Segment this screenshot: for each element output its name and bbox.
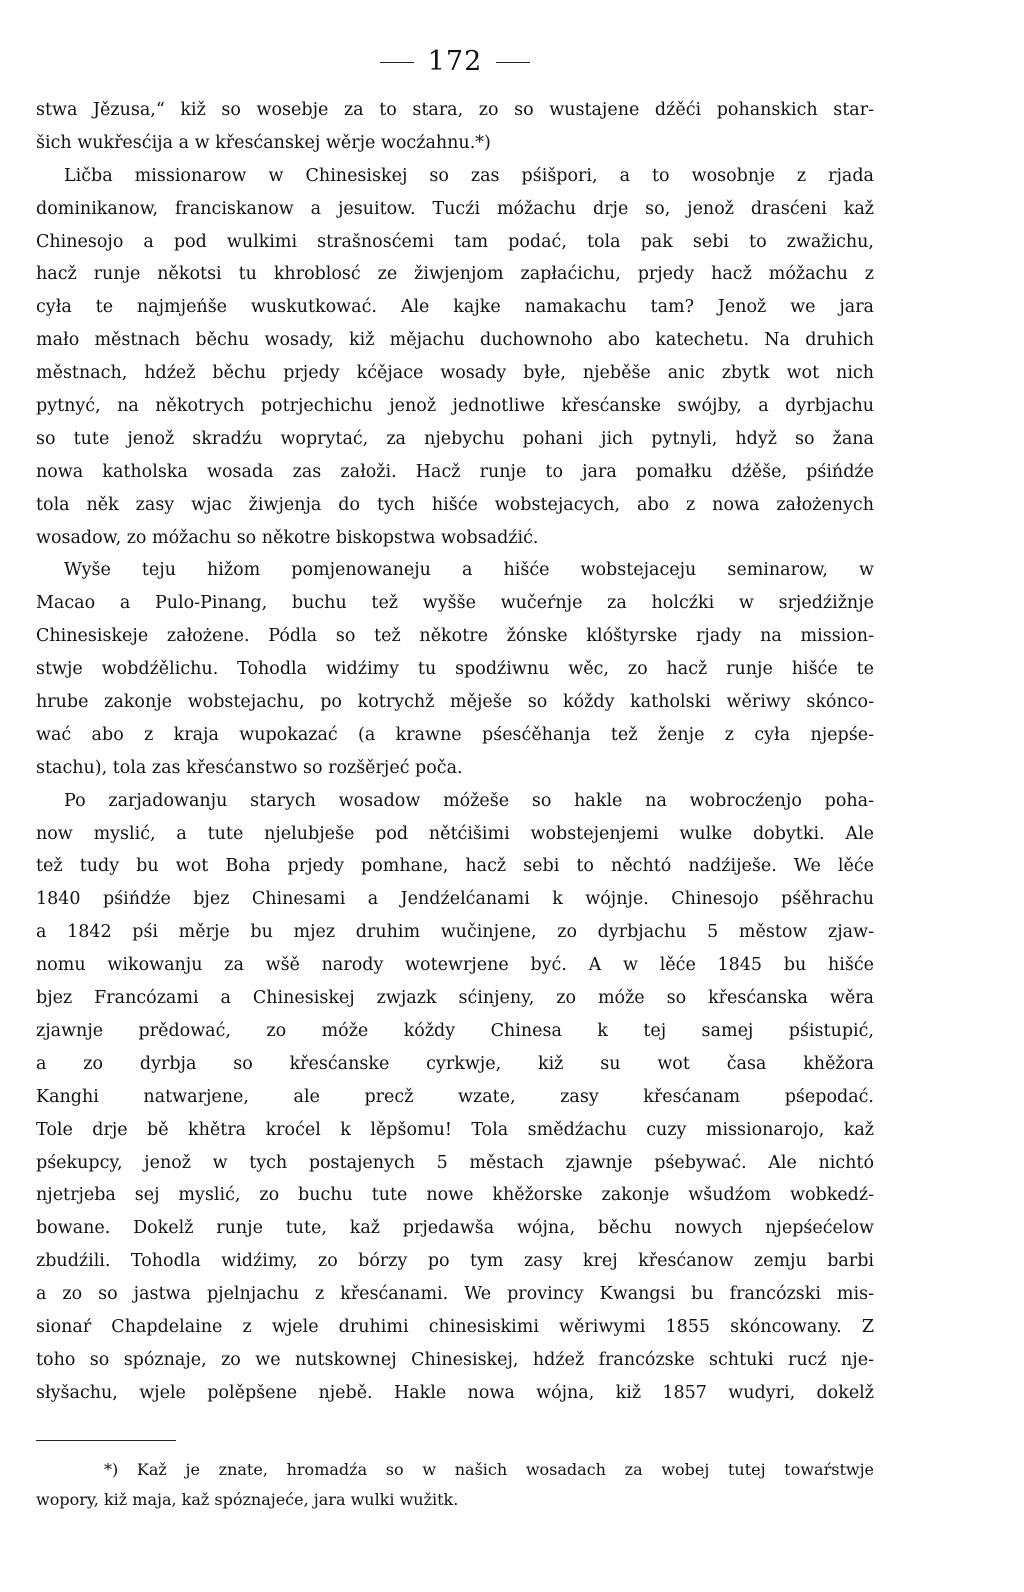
text-line: nomu wikowanju za wšě narody wotewrjene być. A w lěće 1845 bu hišće xyxy=(36,955,874,976)
text-line: Ličba missionarow w Chinesiskej so zas pśišpori, a to wosobnje z rjada xyxy=(64,165,874,186)
text-line: Chinesiskeje założene. Pódla so tež někotre žónske klóštyrske rjady na mission- xyxy=(36,626,874,647)
book-page xyxy=(36,40,874,1515)
text-line: nowa katholska wosada zas załoži. Hacž runje to jara pomałku dźěše, pśińdźe xyxy=(36,461,874,482)
text-line: dominikanow, franciskanow a jesuitow. Tucźi móžachu drje so, jenož drasćeni kaž xyxy=(36,198,874,219)
text-line: stachu), tola zas křesćanstwo so rozšěrjeć poča. xyxy=(36,757,463,778)
text-line: a zo so jastwa pjelnjachu z křesćanami. We provincy Kwangsi bu francózski mis- xyxy=(36,1284,874,1305)
text-line: 1840 pśińdźe bjez Chinesami a Jendźelćanami k wójnje. Chinesojo pśěhrachu xyxy=(36,889,874,910)
text-line: bowane. Dokelž runje tute, kaž prjedawša wójna, běchu nowych njepśećelow xyxy=(36,1218,874,1239)
text-line: słyšachu, wjele polěpšene njebě. Hakle nowa wójna, kiž 1857 wudyri, dokelž xyxy=(36,1382,874,1403)
page-number: 172 xyxy=(427,46,483,77)
footnote-line: *) Kaž je znate, hromadźa so w našich wosadach za wobej tutej towaŕstwje xyxy=(104,1459,874,1479)
text-line: a zo dyrbja so křesćanske cyrkwje, kiž su wot časa khěžora xyxy=(36,1053,874,1074)
text-line: Tole drje bě khětra kroćel k lěpšomu! Tola smědźachu cuzy missionarojo, kaž xyxy=(36,1119,874,1140)
text-line: Wyše teju hižom pomjenowaneju a hišće wobstejaceju seminarow, w xyxy=(64,560,874,581)
text-line: Chinesojo a pod wulkimi strašnosćemi tam podać, tola pak sebi to zwažichu, xyxy=(36,231,874,252)
text-line: Po zarjadowanju starych wosadow móžeše so hakle na wobrocźenjo poha- xyxy=(64,790,874,811)
text-line: cyła te najmjeńše wuskutkować. Ale kajke namakachu tam? Jenož we jara xyxy=(36,297,874,318)
text-line: a 1842 pśi měrje bu mjez druhim wučinjene, zo dyrbjachu 5 městow zjaw- xyxy=(36,922,874,943)
text-line: tež tudy bu wot Boha prjedy pomhane, hacž sebi to něchtó nadźiješe. We lěće xyxy=(36,856,874,877)
footnote-divider xyxy=(36,1440,176,1441)
header-dash-left xyxy=(380,62,414,63)
text-line: Kanghi natwarjene, ale precž wzate, zasy křesćanam pśepodać. xyxy=(36,1086,874,1107)
text-line: sionaŕ Chapdelaine z wjele druhimi chinesiskimi wěriwymi 1855 skóncowany. Z xyxy=(36,1316,874,1337)
text-line: hacž runje někotsi tu khroblosć ze žiwjenjom zapłaćichu, prjedy hacž móžachu z xyxy=(36,264,874,285)
text-line: stwa Jězusa,“ kiž so wosebje za to stara, zo so wustajene dźěći pohanskich star- xyxy=(36,100,874,120)
text-line: městnach, hdźež běchu prjedy kćějace wosady byłe, njeběše anic zbytk wot nich xyxy=(36,363,874,384)
text-line: bjez Francózami a Chinesiskej zwjazk sćinjeny, zo móže so křesćanska wěra xyxy=(36,988,874,1009)
footnote-line: wopory, kiž maja, kaž spóznajeće, jara wulki wužitk. xyxy=(36,1489,459,1509)
text-line: zjawnje prědować, zo móže kóždy Chinesa k tej samej pśistupić, xyxy=(36,1020,874,1041)
text-line: mało městnach běchu wosady, kiž mějachu duchownoho abo katechetu. Na druhich xyxy=(36,330,874,351)
text-line: toho so spóznaje, zo we nutskownej Chinesiskej, hdźež francózske schtuki rucź nje- xyxy=(36,1349,874,1370)
footnote xyxy=(36,1455,874,1515)
text-line: wosadow, zo móžachu so někotre biskopstwa wobsadźić. xyxy=(36,527,539,548)
text-line: now myslić, a tute njelubješe pod nětćišimi wobstejenjemi wulke dobytki. Ale xyxy=(36,823,874,844)
text-line: Macao a Pulo-Pinang, buchu tež wyšše wučeŕnje za holcźki w srjedźižnje xyxy=(36,593,874,614)
text-line: hrube zakonje wobstejachu, po kotrychž měješe so kóždy katholski wěriwy skónco- xyxy=(36,692,874,713)
text-line: njetrjeba sej myslić, zo buchu tute nowe khěžorske zakonje wšudźom wobkedź- xyxy=(36,1185,874,1206)
text-line: so tute jenož skradźu woprytać, za njebychu pohani jich pytnyli, hdyž so žana xyxy=(36,428,874,449)
text-line: pśekupcy, jenož w tych postajenych 5 městach zjawnje pśebywać. Ale nichtó xyxy=(36,1152,874,1173)
body-text xyxy=(36,94,874,1410)
text-line: pytnyć, na někotrych potrjechichu jenož jednotliwe křesćanske swójby, a dyrbjachu xyxy=(36,396,874,417)
header-dash-right xyxy=(496,62,530,63)
text-line: stwje wobdźělichu. Tohodla widźimy tu spodźiwnu wěc, zo hacž runje hišće te xyxy=(36,659,874,680)
text-line: zbudźili. Tohodla widźimy, zo bórzy po tym zasy krej křesćanow zemju barbi xyxy=(36,1251,874,1272)
text-line: wać abo z kraja wupokazać (a krawne pśesćěhanja tež ženje z cyła njepśe- xyxy=(36,724,874,745)
page-header xyxy=(36,40,874,84)
text-line: šich wukřesćija a w křesćanskej wěrje wocźahnu.*) xyxy=(36,132,491,153)
text-line: tola něk zasy wjac žiwjenja do tych hišće wobstejacych, abo z nowa założenych xyxy=(36,494,874,515)
